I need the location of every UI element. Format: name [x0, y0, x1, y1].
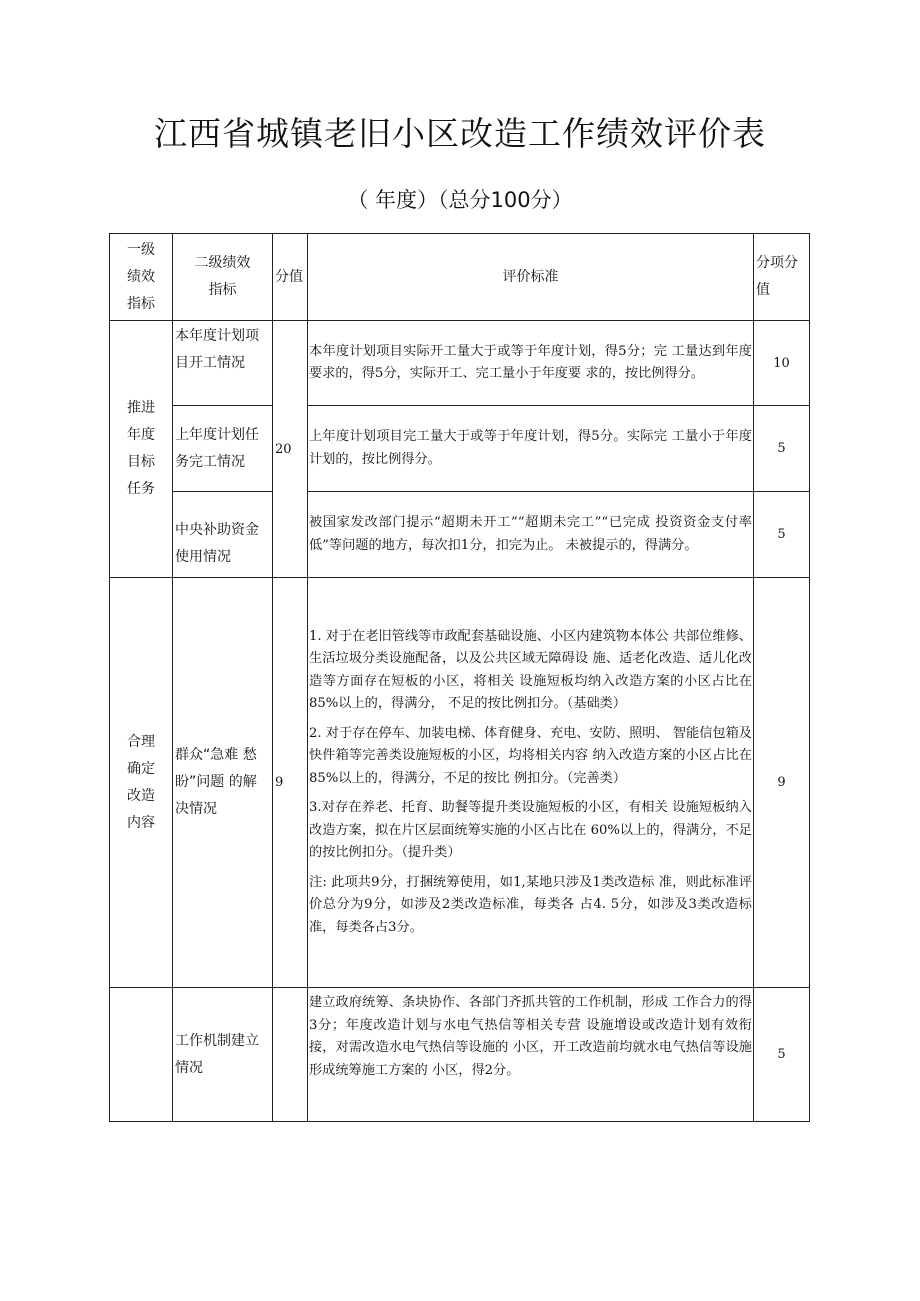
criteria-paragraph: 1. 对于在老旧管线等市政配套基础设施、小区内建筑物本体公 共部位维修、生活垃圾分类设施配备，以及公共区域无障碍设 施、适老化改造、适儿化改造等方面存在短板的小区，将相关 设施短板均纳入改造方案的小区占比在85%以上的，得满分， 不足的按比例扣分。（基础类）	[309, 628, 752, 712]
document-subtitle: （ 年度）（总分100分）	[347, 188, 573, 212]
level2-cell: 工作机制建立情况	[173, 988, 273, 1122]
score-cell: 9	[273, 578, 308, 988]
criteria-paragraph: 2. 对于存在停车、加装电梯、体育健身、充电、安防、照明、 智能信包箱及快件箱等完善类设施短板的小区，均将相关内容 纳入改造方案的小区占比在85%以上的，得满分，不足的按比 例扣分。（完善类）	[309, 725, 752, 786]
score-cell: 20	[273, 321, 308, 578]
table-row	[110, 492, 810, 578]
table-row	[110, 321, 810, 406]
header-score: 分值	[273, 234, 308, 321]
header-level1: 一级绩效指标	[110, 234, 173, 321]
item-score-cell: 5	[754, 406, 810, 492]
header-item-score: 分项分值	[754, 234, 810, 321]
criteria-paragraph: 注: 此项共9分，打捆统筹使用，如1,某地只涉及1类改造标 准，则此标准评价总分为9分，如涉及2类改造标准，每类各 占4. 5分，如涉及3类改造标准，每类各占3分。	[309, 874, 752, 935]
level1-cell	[110, 988, 173, 1122]
item-score-cell: 10	[754, 321, 810, 406]
table-row	[110, 578, 810, 988]
level2-cell: 本年度计划项目开工情况	[173, 321, 273, 406]
header-row	[110, 234, 810, 321]
criteria-cell	[308, 578, 754, 988]
level2-cell: 群众“急难 愁盼”问题 的解决情况	[173, 578, 273, 988]
criteria-cell: 上年度计划项目完工量大于或等于年度计划，得5分。实际完 工量小于年度计划的，按比例得分。	[308, 406, 754, 492]
table-row	[110, 988, 810, 1122]
level2-cell: 中央补助资金使用情况	[173, 492, 273, 578]
level1-cell: 推进年度目标任务	[110, 321, 173, 578]
header-level2: 二级绩效指标	[173, 234, 273, 321]
header-criteria: 评价标准	[308, 234, 754, 321]
level1-cell: 合理确定改造内容	[110, 578, 173, 988]
criteria-cell: 建立政府统筹、条块协作、各部门齐抓共管的工作机制，形成 工作合力的得3分；年度改造计划与水电气热信等相关专营 设施增设或改造计划有效衔接，对需改造水电气热信等设施的 小区，开工改造前均就水电气热信等设施形成统筹施工方案的 小区，得2分。	[308, 988, 754, 1122]
item-score-cell: 9	[754, 578, 810, 988]
item-score-cell: 5	[754, 988, 810, 1122]
score-cell	[273, 988, 308, 1122]
document-title: 江西省城镇老旧小区改造工作绩效评价表	[154, 114, 766, 153]
evaluation-table	[109, 233, 810, 1122]
item-score-cell: 5	[754, 492, 810, 578]
level2-cell: 上年度计划任务完工情况	[173, 406, 273, 492]
criteria-cell: 被国家发改部门提示“超期未开工”“超期未完工”“已完成 投资资金支付率低”等问题的地方，每次扣1分，扣完为止。 未被提示的，得满分。	[308, 492, 754, 578]
criteria-paragraph: 3.对存在养老、托育、助餐等提升类设施短板的小区，有相关 设施短板纳入改造方案，拟在片区层面统筹实施的小区占比在 60%以上的，得满分，不足的按比例扣分。（提升类）	[309, 800, 752, 861]
criteria-cell: 本年度计划项目实际开工量大于或等于年度计划，得5分；完 工量达到年度要求的，得5分，实际开工、完工量小于年度要 求的，按比例得分。	[308, 321, 754, 406]
table-row	[110, 406, 810, 492]
